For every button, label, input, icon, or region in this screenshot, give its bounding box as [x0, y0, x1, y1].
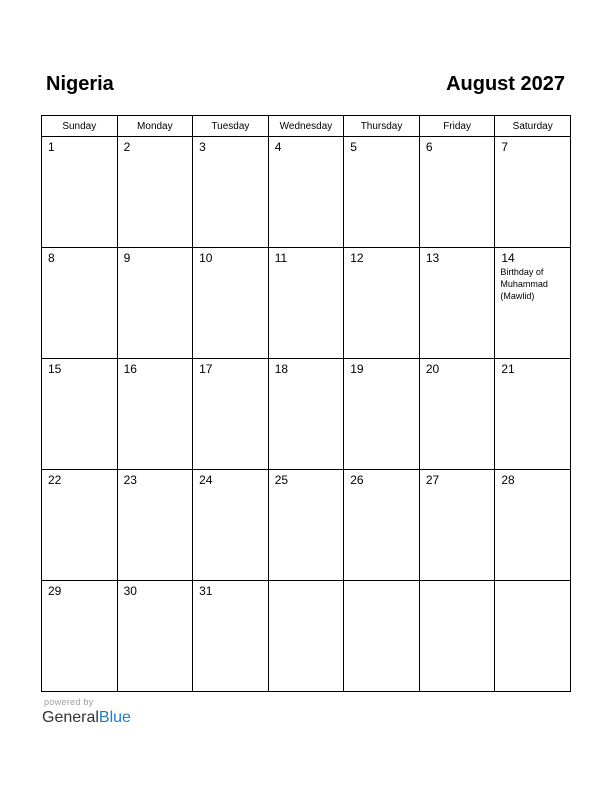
brand-name-part2: Blue — [98, 709, 131, 726]
day-cell — [495, 359, 571, 470]
day-number: 17 — [199, 362, 213, 376]
day-number: 31 — [199, 584, 213, 598]
day-cell — [193, 137, 269, 248]
day-number: 23 — [123, 473, 137, 487]
weekday-saturday: Saturday — [495, 116, 571, 137]
day-number: 2 — [123, 140, 131, 154]
brand-logo[interactable] — [42, 709, 131, 727]
day-number: 20 — [425, 362, 440, 376]
day-number: 28 — [501, 473, 515, 487]
day-number — [269, 581, 344, 584]
day-number: 5 — [350, 140, 357, 154]
weekday-header-row — [42, 116, 571, 137]
day-number: 14 — [501, 251, 515, 265]
weekday-sunday: Sunday — [42, 116, 118, 137]
week-row — [42, 359, 571, 470]
day-cell — [117, 248, 193, 359]
day-number: 7 — [501, 140, 509, 154]
day-cell — [344, 359, 420, 470]
day-number: 4 — [274, 140, 282, 154]
day-cell — [193, 470, 269, 581]
day-cell — [193, 581, 269, 692]
day-cell — [42, 470, 118, 581]
day-cell — [419, 359, 495, 470]
day-number: 24 — [199, 473, 213, 487]
day-number: 30 — [123, 584, 137, 598]
day-cell — [268, 359, 344, 470]
day-number: 16 — [123, 362, 137, 376]
day-number: 3 — [199, 140, 206, 154]
day-number: 25 — [274, 473, 289, 487]
day-number: 26 — [350, 473, 364, 487]
day-number: 1 — [48, 140, 55, 154]
week-row — [42, 581, 571, 692]
day-cell — [193, 359, 269, 470]
day-cell — [495, 137, 571, 248]
day-cell — [268, 137, 344, 248]
weekday-monday: Monday — [117, 116, 193, 137]
day-cell — [268, 470, 344, 581]
day-cell — [42, 137, 118, 248]
day-cell — [344, 137, 420, 248]
day-number: 27 — [425, 473, 440, 487]
day-number: 6 — [425, 140, 433, 154]
weekday-thursday: Thursday — [344, 116, 420, 137]
day-cell — [117, 137, 193, 248]
day-cell — [193, 248, 269, 359]
weekday-wednesday: Wednesday — [268, 116, 344, 137]
day-cell — [419, 248, 495, 359]
day-number: 8 — [48, 251, 55, 265]
day-number: 18 — [274, 362, 289, 376]
day-cell — [495, 470, 571, 581]
day-cell — [117, 581, 193, 692]
brand-name-part1: General — [42, 709, 99, 726]
day-number: 29 — [48, 584, 62, 598]
day-cell — [42, 581, 118, 692]
day-number: 15 — [48, 362, 62, 376]
month-year-title: August 2027 — [446, 73, 565, 95]
country-title: Nigeria — [46, 73, 114, 95]
day-cell — [419, 470, 495, 581]
day-number: 22 — [48, 473, 62, 487]
day-cell — [344, 248, 420, 359]
day-cell — [495, 248, 571, 359]
weekday-tuesday: Tuesday — [193, 116, 269, 137]
day-number: 11 — [274, 251, 288, 265]
day-cell — [419, 581, 495, 692]
holiday-label: Birthday of Muhammad (Mawlid) — [500, 267, 548, 301]
week-row — [42, 470, 571, 581]
day-cell — [42, 359, 118, 470]
calendar-grid — [41, 115, 571, 692]
day-number: 13 — [425, 251, 440, 265]
day-cell — [495, 581, 571, 692]
day-cell — [268, 248, 344, 359]
day-number — [420, 581, 495, 584]
powered-by-text: powered by — [44, 697, 94, 707]
day-number: 19 — [350, 362, 364, 376]
day-cell — [268, 581, 344, 692]
week-row — [42, 248, 571, 359]
day-cell — [117, 470, 193, 581]
day-number: 12 — [350, 251, 364, 265]
day-number: 10 — [199, 251, 213, 265]
day-cell — [344, 470, 420, 581]
weekday-friday: Friday — [419, 116, 495, 137]
day-cell — [42, 248, 118, 359]
day-cell — [344, 581, 420, 692]
day-number: 21 — [501, 362, 515, 376]
day-number — [495, 581, 570, 584]
day-number: 9 — [123, 251, 131, 265]
day-cell — [117, 359, 193, 470]
day-cell — [419, 137, 495, 248]
day-number — [344, 581, 419, 584]
week-row — [42, 137, 571, 248]
